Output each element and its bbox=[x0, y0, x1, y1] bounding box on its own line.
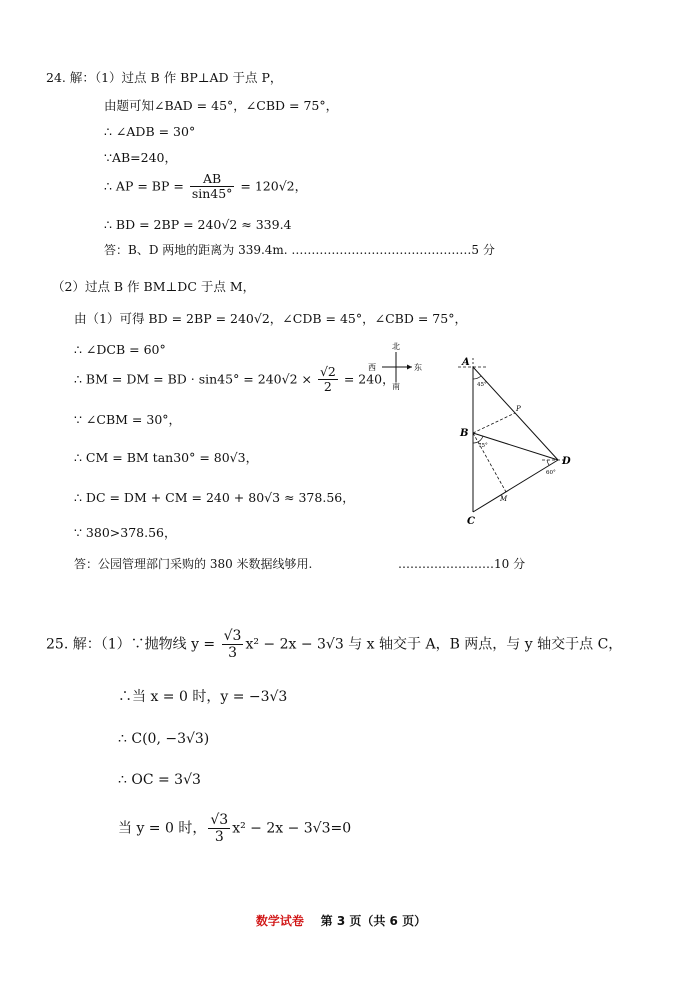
angle-75: 75° bbox=[478, 443, 488, 449]
q24-line: ∴ CM = BM tan30° = 80√3， bbox=[74, 450, 259, 465]
q25-line-post: x² − 2x − 3√3=0 bbox=[232, 820, 352, 837]
q25-fraction-line bbox=[118, 812, 351, 845]
q24-line: ∴ DC = DM + CM = 240 + 80√3 ≈ 378.56， bbox=[74, 490, 355, 505]
q25-line: ∴ OC = 3√3 bbox=[118, 772, 201, 788]
label-c: C bbox=[467, 516, 475, 527]
q25-line: ∴当 x = 0 时，y = −3√3 bbox=[118, 689, 288, 705]
compass-east: 东 bbox=[414, 363, 422, 372]
denominator: 3 bbox=[214, 829, 224, 846]
q24-fraction-line bbox=[104, 172, 307, 202]
segment-bp bbox=[473, 413, 515, 433]
q24-head: 24. 解：（1）过点 B 作 BP⊥AD 于点 P， bbox=[46, 70, 283, 85]
q24-line: ∴ ∠ADB = 30° bbox=[104, 124, 196, 139]
q24-line: ∵ 380>378.56， bbox=[74, 525, 177, 540]
denominator: sin45° bbox=[191, 186, 233, 202]
label-a: A bbox=[462, 357, 470, 368]
q24-line: ∴ BD = 2BP = 240√2 ≈ 339.4 bbox=[104, 217, 292, 232]
q24-answer: 答：B、D 两地的距离为 339.4m. ………………………………………5 分 bbox=[104, 243, 495, 257]
fraction bbox=[222, 628, 244, 661]
fraction bbox=[190, 172, 235, 202]
denominator: 2 bbox=[323, 379, 332, 395]
angle-45: 45° bbox=[477, 382, 487, 388]
q25-line-pre: 当 y = 0 时， bbox=[118, 820, 207, 837]
q24-line: ∵AB=240， bbox=[104, 150, 177, 165]
q24-line: ∴ ∠DCB = 60° bbox=[74, 342, 166, 357]
compass-diagram bbox=[364, 340, 424, 390]
q24-line-pre: ∴ AP = BP = bbox=[104, 178, 188, 194]
page-footer bbox=[0, 912, 682, 929]
q24-line-pre: ∴ BM = DM = BD · sin45° = 240√2 × bbox=[74, 371, 316, 387]
label-d: D bbox=[562, 456, 571, 467]
q24-line: 由题可知∠BAD = 45°，∠CBD = 75°， bbox=[104, 98, 339, 113]
q25-head-post: x² − 2x − 3√3 与 x 轴交于 A，B 两点，与 y 轴交于点 C， bbox=[245, 636, 623, 653]
label-p: P bbox=[516, 405, 521, 413]
numerator: √3 bbox=[210, 812, 229, 828]
q24-part2-answer: 答：公园管理部门采购的 380 米数据线够用. bbox=[74, 557, 313, 571]
q24-line-post: = 240， bbox=[339, 371, 395, 387]
q25-head bbox=[46, 628, 622, 661]
numerator: AB bbox=[190, 172, 235, 187]
angle-arc bbox=[473, 436, 483, 443]
label-b: B bbox=[460, 428, 469, 439]
label-m: M bbox=[500, 495, 508, 503]
q24-part2-head: （2）过点 B 作 BM⊥DC 于点 M， bbox=[52, 279, 256, 294]
q24-line: ∵ ∠CBM = 30°， bbox=[74, 412, 182, 427]
segment-cd bbox=[473, 460, 558, 512]
footer-page: 第 3 页（共 6 页） bbox=[320, 914, 427, 928]
geometry-figure bbox=[450, 350, 580, 530]
q25-line: ∴ C(0, −3√3) bbox=[118, 731, 210, 747]
numerator: √3 bbox=[223, 628, 242, 644]
compass-south: 南 bbox=[392, 382, 400, 390]
angle-arc bbox=[473, 376, 481, 379]
compass-west: 西 bbox=[368, 363, 376, 372]
fraction bbox=[208, 812, 230, 845]
q24-part2-score: ……………………10 分 bbox=[398, 557, 526, 571]
numerator: √2 bbox=[319, 364, 336, 379]
fraction bbox=[318, 365, 338, 395]
denominator: 3 bbox=[228, 645, 237, 662]
q25-head-pre: 25. 解：（1）∵抛物线 y = bbox=[46, 636, 220, 653]
angle-60: 60° bbox=[546, 470, 556, 476]
q24-line: 由（1）可得 BD = 2BP = 240√2，∠CDB = 45°，∠CBD = 75°， bbox=[74, 311, 467, 326]
compass-arrow-icon bbox=[407, 365, 412, 370]
compass-north: 北 bbox=[392, 342, 400, 351]
q24-line-post: = 120√2， bbox=[236, 178, 308, 194]
footer-subject: 数学试卷 bbox=[255, 914, 304, 928]
angle-arc bbox=[547, 460, 549, 465]
q24-fraction-line bbox=[74, 365, 395, 395]
